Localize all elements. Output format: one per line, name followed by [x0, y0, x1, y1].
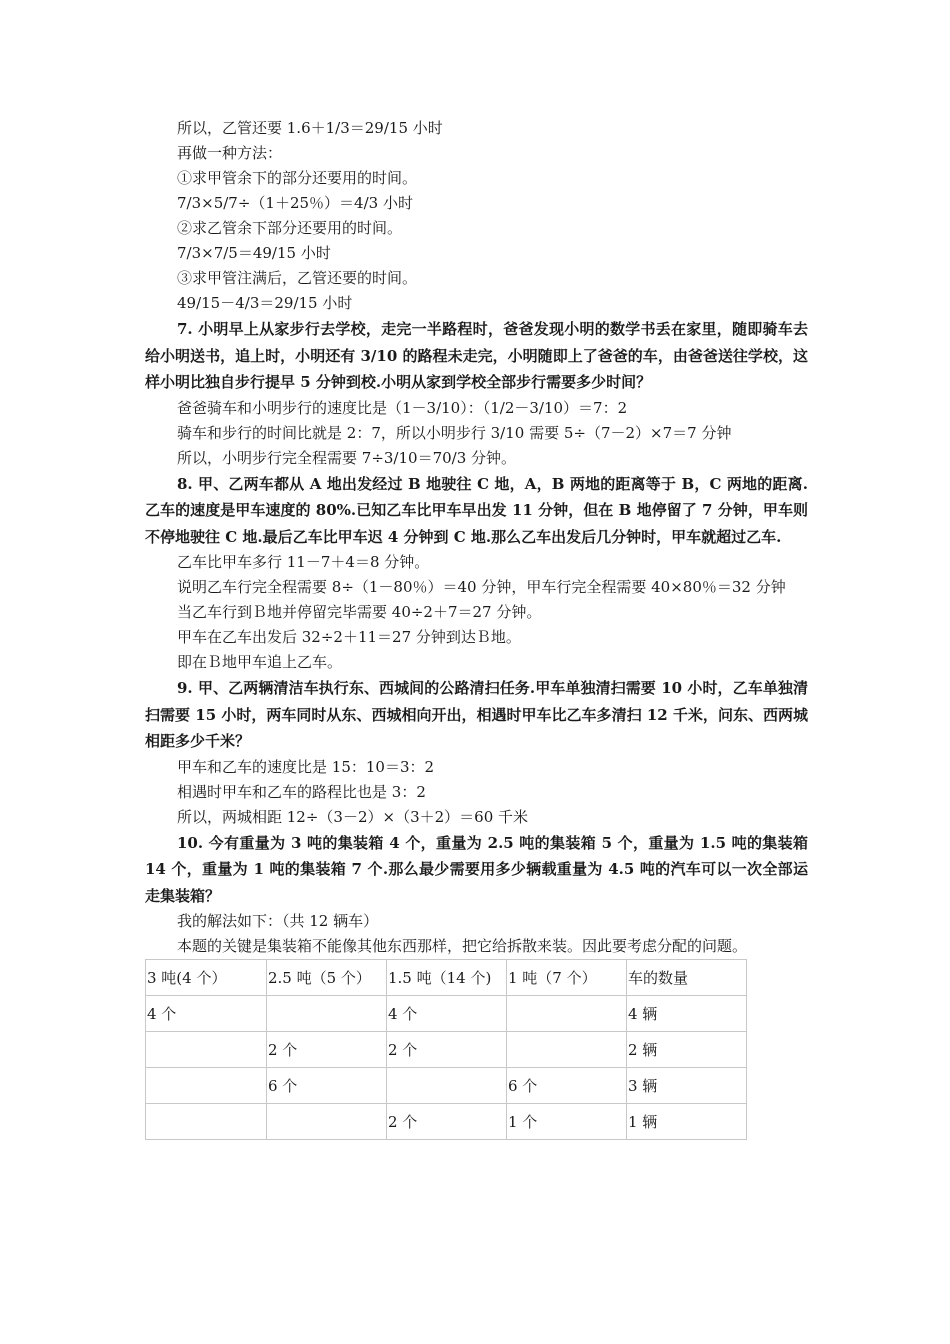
table-header-cell: 1.5 吨（14 个) — [387, 960, 507, 996]
table-cell — [146, 1068, 267, 1104]
table-header-cell: 车的数量 — [627, 960, 747, 996]
answer-line: 相遇时甲车和乙车的路程比也是 3：2 — [177, 782, 426, 801]
table-cell — [507, 1032, 627, 1068]
solution-line: 7/3×5/7÷（1＋25％）＝4/3 小时 — [177, 194, 413, 212]
table-cell — [146, 1032, 267, 1068]
document-body — [145, 116, 808, 1140]
answer-line: 爸爸骑车和小明步行的速度比是（1－3/10）：（1/2－3/10）＝7：2 — [177, 398, 628, 417]
answer-line: 骑车和步行的时间比就是 2：7，所以小明步行 3/10 需要 5÷（7－2）×7＝7 分钟 — [177, 423, 732, 442]
table-cell: 2 辆 — [627, 1032, 747, 1068]
question-8: 8. 甲、乙两车都从 A 地出发经过 B 地驶往 C 地，A，B 两地的距离等于 B，C 两地的距离.乙车的速度是甲车速度的 80%.已知乙车比甲车早出发 11 分钟，但在 B 地停留了 7 分钟，甲车则不停地驶往 C 地.最后乙车比甲车迟 4 分钟到 C 地.那么乙车出发后几分钟时，甲车就超过乙车. — [145, 474, 808, 546]
table-cell: 4 辆 — [627, 996, 747, 1032]
answer-paragraph: 说明乙车行完全程需要 8÷（1－80％）＝40 分钟，甲车行完全程需要 40×80％＝32 分钟 — [177, 578, 786, 596]
answer-line: 我的解法如下：（共 12 辆车） — [177, 912, 379, 930]
solution-line: 7/3×7/5＝49/15 小时 — [177, 244, 331, 262]
table-row — [146, 996, 747, 1032]
answer-line: 所以，小明步行完全程需要 7÷3/10＝70/3 分钟。 — [177, 448, 517, 467]
question-9: 9. 甲、乙两辆清洁车执行东、西城间的公路清扫任务.甲车单独清扫需要 10 小时，乙车单独清扫需要 15 小时，两车同时从东、西城相向开出，相遇时甲车比乙车多清扫 12 千米，问东、西两城相距多少千米？ — [145, 679, 808, 750]
allocation-table — [145, 959, 747, 1140]
question-10: 10. 今有重量为 3 吨的集装箱 4 个，重量为 2.5 吨的集装箱 5 个，重量为 1.5 吨的集装箱 14 个，重量为 1 吨的集装箱 7 个.那么最少需要用多少辆载重量为 4.5 吨的汽车可以一次全部运走集装箱？ — [145, 833, 808, 905]
table-cell: 4 个 — [387, 996, 507, 1032]
solution-line: 所以，乙管还要 1.6＋1/3＝29/15 小时 — [177, 119, 443, 137]
table-cell: 2 个 — [387, 1104, 507, 1140]
table-cell: 2 个 — [387, 1032, 507, 1068]
solution-line: ①求甲管余下的部分还要用的时间。 — [177, 169, 418, 187]
answer-line: 本题的关键是集装箱不能像其他东西那样，把它给拆散来装。因此要考虑分配的问题。 — [177, 937, 748, 955]
table-row — [146, 1104, 747, 1140]
table-cell — [146, 1104, 267, 1140]
table-cell — [267, 996, 387, 1032]
table-cell — [267, 1104, 387, 1140]
table-cell: 6 个 — [267, 1068, 387, 1104]
answer-line: 乙车比甲车多行 11－7＋4＝8 分钟。 — [177, 553, 430, 571]
table-cell — [507, 996, 627, 1032]
answer-line: 当乙车行到Ｂ地并停留完毕需要 40÷2＋7＝27 分钟。 — [177, 603, 542, 621]
table-cell: 4 个 — [146, 996, 267, 1032]
table-row — [146, 1068, 747, 1104]
solution-line: ②求乙管余下部分还要用的时间。 — [177, 219, 403, 237]
table-cell: 1 辆 — [627, 1104, 747, 1140]
table-cell: 1 个 — [507, 1104, 627, 1140]
answer-line: 即在Ｂ地甲车追上乙车。 — [177, 653, 343, 671]
table-cell — [387, 1068, 507, 1104]
table-row — [146, 1032, 747, 1068]
question-7: 7. 小明早上从家步行去学校，走完一半路程时，爸爸发现小明的数学书丢在家里，随即骑车去给小明送书，追上时，小明还有 3/10 的路程未走完，小明随即上了爸爸的车，由爸爸送往学校，这样小明比独自步行提早 5 分钟到校.小明从家到学校全部步行需要多少时间？ — [145, 320, 808, 391]
solution-line: ③求甲管注满后，乙管还要的时间。 — [177, 269, 418, 287]
solution-line: 49/15－4/3＝29/15 小时 — [177, 294, 353, 312]
table-header-row — [146, 960, 747, 996]
table-header-cell: 1 吨（7 个） — [507, 960, 627, 996]
table-header-cell: 2.5 吨（5 个） — [267, 960, 387, 996]
solution-line: 再做一种方法： — [177, 144, 283, 162]
answer-line: 所以，两城相距 12÷（3－2）×（3＋2）＝60 千米 — [177, 807, 529, 826]
answer-line: 甲车和乙车的速度比是 15：10＝3：2 — [177, 757, 435, 776]
answer-line: 甲车在乙车出发后 32÷2＋11＝27 分钟到达Ｂ地。 — [177, 628, 521, 646]
table-header-cell: 3 吨(4 个） — [146, 960, 267, 996]
table-cell: 3 辆 — [627, 1068, 747, 1104]
table-cell: 2 个 — [267, 1032, 387, 1068]
table-cell: 6 个 — [507, 1068, 627, 1104]
